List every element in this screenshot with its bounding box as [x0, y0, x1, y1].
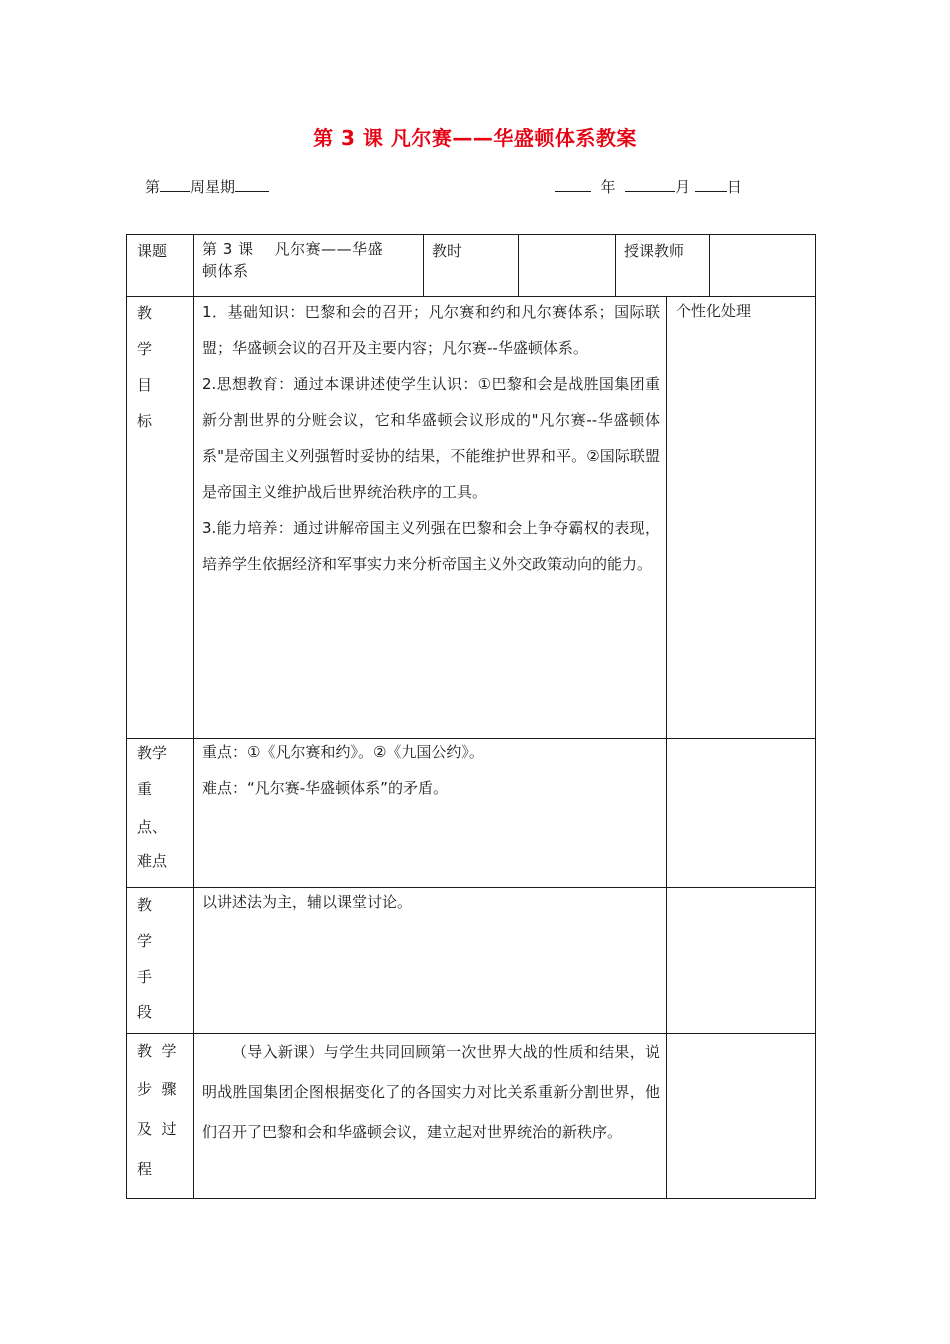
methods-label-char: 学: [137, 932, 153, 950]
week-mid: 周星期: [190, 178, 236, 196]
key-points-label: [137, 740, 187, 880]
key-points-content: [202, 734, 660, 806]
topic-label: 课题: [137, 242, 168, 260]
col-divider: [615, 234, 616, 296]
week-field: [145, 176, 269, 197]
col-divider: [518, 234, 519, 296]
year-blank[interactable]: [555, 177, 591, 192]
key-points-label-char: 点、: [137, 818, 168, 836]
objectives-label-char: 目: [137, 376, 153, 394]
key-points-label-char: 教学: [137, 744, 168, 762]
topic-line-2: 顿体系: [202, 262, 249, 280]
process-text: （导入新课）与学生共同回顾第一次世界大战的性质和结果，说明战胜国集团企图根据变化了的各国实力对比关系重新分割世界，他们召开了巴黎和会和华盛顿会议，建立起对世界统治的新秩序。: [202, 1043, 660, 1141]
process-label-line: 教 学: [137, 1042, 177, 1060]
objectives-label-char: 教: [137, 304, 153, 322]
process-label-line: 及 过: [137, 1120, 177, 1138]
objectives-label-char: 学: [137, 340, 153, 358]
methods-content: [202, 884, 660, 920]
week-prefix: 第: [145, 178, 161, 196]
year-label: 年: [600, 178, 616, 196]
key-point-line: 难点：“凡尔赛-华盛顿体系”的矛盾。: [202, 779, 448, 797]
methods-label: [137, 890, 187, 1030]
objectives-paragraph: 1．基础知识：巴黎和会的召开；凡尔赛和约和凡尔赛体系；国际联盟；华盛顿会议的召开及主要内容；凡尔赛--华盛顿体系。: [202, 303, 660, 357]
methods-label-char: 教: [137, 896, 153, 914]
day-blank[interactable]: [695, 177, 727, 192]
process-label-line: 程: [137, 1160, 153, 1178]
process-label: [137, 1036, 193, 1196]
week-blank[interactable]: [160, 177, 190, 192]
col-divider: [709, 234, 710, 296]
col-divider: [193, 234, 194, 1199]
teacher-label: 授课教师: [624, 242, 685, 260]
key-points-label-char: 难点: [137, 852, 168, 870]
topic-value: [202, 239, 420, 281]
side-note-label: 个性化处理: [676, 302, 752, 320]
day-label: 日: [726, 178, 742, 196]
process-label-line: 步 骤: [137, 1080, 177, 1098]
objectives-paragraph: 3.能力培养：通过讲解帝国主义列强在巴黎和会上争夺霸权的表现，培养学生依据经济和军事实力来分析帝国主义外交政策动向的能力。: [202, 519, 660, 573]
date-field: [555, 176, 742, 197]
col-divider: [666, 296, 667, 1199]
methods-text: 以讲述法为主，辅以课堂讨论。: [202, 893, 413, 911]
methods-label-char: 手: [137, 968, 153, 986]
objectives-paragraph: 2.思想教育：通过本课讲述使学生认识：①巴黎和会是战胜国集团重新分割世界的分赃会议，它和华盛顿会议形成的"凡尔赛--华盛顿体系"是帝国主义列强暂时妥协的结果，不能维护世界和平。②国际联盟是帝国主义维护战后世界统治秩序的工具。: [202, 375, 660, 501]
key-points-label-char: 重: [137, 780, 153, 798]
methods-label-char: 段: [137, 1003, 153, 1021]
topic-line-1: 第 3 课 凡尔赛——华盛: [202, 240, 384, 258]
month-label: 月: [675, 178, 691, 196]
objectives-content: [202, 294, 660, 582]
hours-label: 教时: [432, 242, 463, 260]
objectives-label: [137, 298, 187, 718]
objectives-label-char: 标: [137, 412, 153, 430]
process-content: [202, 1032, 660, 1152]
key-point-line: 重点：①《凡尔赛和约》。②《九国公约》。: [202, 743, 484, 761]
month-blank[interactable]: [625, 177, 675, 192]
weekday-blank[interactable]: [235, 177, 269, 192]
document-title: 第 3 课 凡尔赛——华盛顿体系教案: [313, 126, 637, 150]
col-divider: [423, 234, 424, 296]
